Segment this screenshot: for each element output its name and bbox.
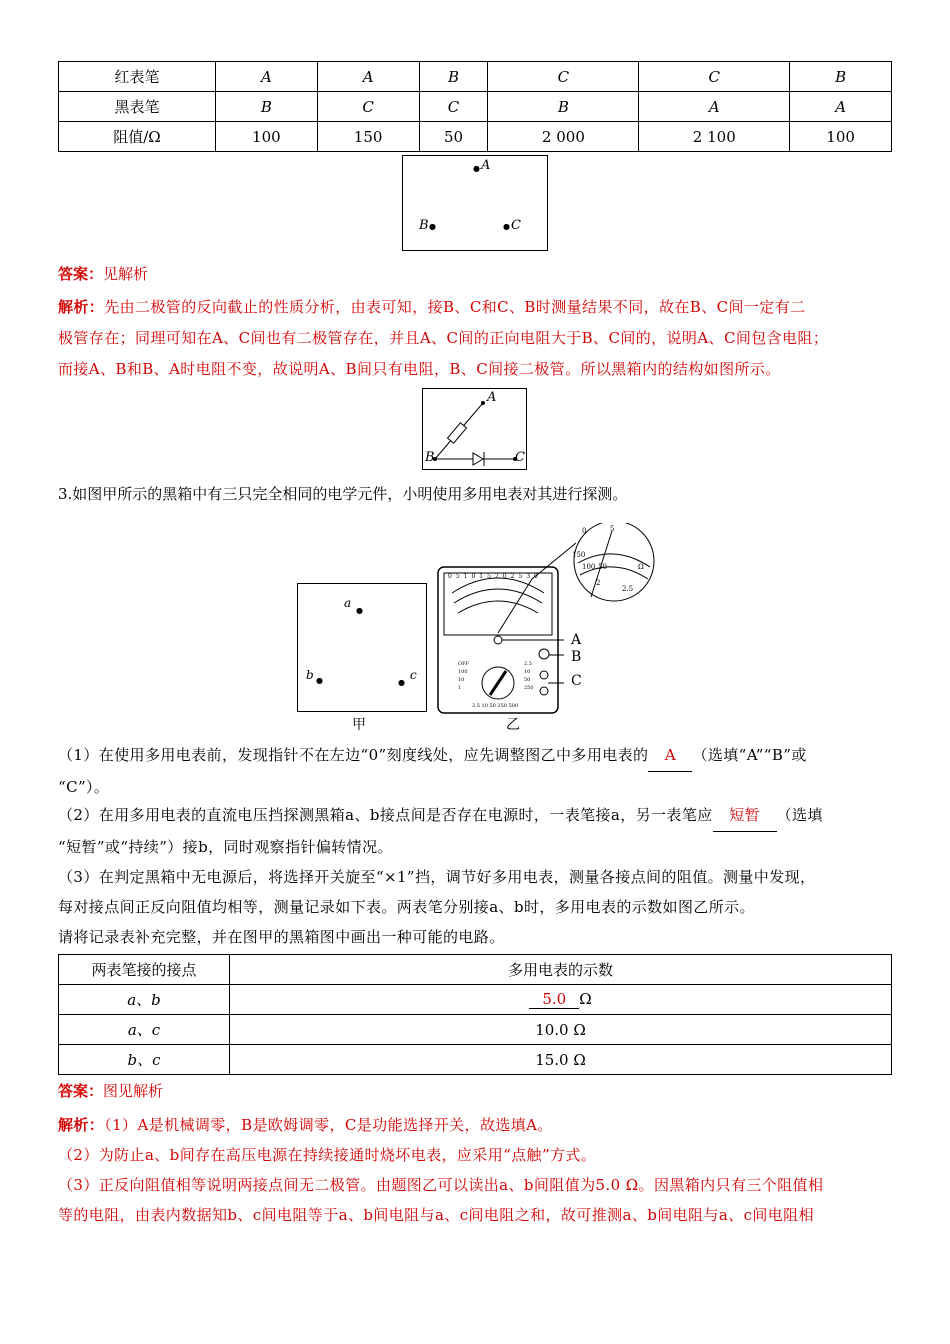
zoom-label: 150: [572, 551, 586, 559]
point-dot: ●: [429, 222, 436, 231]
answer-blank: 5.0: [529, 990, 579, 1009]
zoom-label: 100: [582, 563, 596, 571]
meter-face: [444, 573, 552, 635]
table-row: [59, 122, 892, 152]
zoom-label: 5: [610, 525, 615, 533]
figure-caption-yi: 乙: [506, 717, 520, 733]
terminal: [540, 671, 548, 679]
resistor: [448, 423, 467, 443]
point-label-c: C: [515, 450, 525, 465]
row-label: 黑表笔: [59, 92, 216, 122]
point-dot: ●: [473, 164, 480, 173]
point-dot: ●: [356, 606, 363, 615]
point-label-c: c: [410, 668, 417, 682]
table-cell: 100: [790, 122, 892, 152]
table-cell: C: [419, 92, 488, 122]
multimeter-drawing: [436, 523, 658, 716]
table-cell: B: [790, 62, 892, 92]
answer-text: 见解析: [103, 265, 149, 283]
figure-caption-jia: 甲: [352, 717, 366, 733]
dial-label: 2.5 10 50 250 500: [472, 703, 519, 709]
subquestion-1: [58, 740, 898, 803]
zoom-label: 50: [598, 563, 607, 571]
table-cell: [230, 985, 892, 1015]
point-label-b: b: [306, 668, 314, 682]
table-cell: a、b: [59, 985, 230, 1015]
analysis-block: [58, 292, 898, 385]
table-cell: C: [639, 62, 790, 92]
scale-label: 051015202530: [448, 573, 542, 580]
node-a: [481, 401, 485, 405]
table-cell: A: [790, 92, 892, 122]
table-cell: C: [488, 62, 639, 92]
circuit-diagram: [423, 389, 526, 469]
table-cell: B: [216, 92, 318, 122]
dial-label: 250: [524, 685, 534, 691]
question-stem: 3.如图甲所示的黑箱中有三只完全相同的电学元件，小明使用多用电表对其进行探测。: [58, 485, 628, 503]
point-dot: ●: [398, 678, 405, 687]
label-a: A: [571, 632, 582, 648]
multimeter-figure: [436, 523, 658, 716]
table-cell: 50: [419, 122, 488, 152]
label-c: C: [571, 673, 582, 689]
analysis-text: （1）A是机械调零，B是欧姆调零，C是功能选择开关，故选填A。: [104, 1116, 553, 1134]
point-label-a: A: [481, 158, 491, 173]
resistance-table: [58, 61, 892, 152]
column-header: 两表笔接的接点: [59, 955, 230, 985]
point-label-b: B: [419, 218, 429, 233]
table-cell: C: [317, 92, 419, 122]
question-text: （2）在用多用电表的直流电压挡探测黑箱a、b接点间是否存在电源时，一表笔接a，另一表笔应: [58, 806, 713, 824]
point-label-c: C: [511, 218, 521, 233]
analysis-block: [58, 1110, 898, 1230]
answer-line: [58, 263, 148, 284]
point-label-a: A: [487, 390, 497, 405]
row-label: 红表笔: [59, 62, 216, 92]
table-row: [59, 1015, 892, 1045]
dial-label: OFF: [458, 661, 470, 667]
table-cell: 100: [216, 122, 318, 152]
analysis-label: 解析：: [58, 298, 105, 316]
zoom-label: Ω: [638, 563, 644, 571]
dial-label: 2.5: [524, 661, 532, 667]
zoom-label: 2: [596, 579, 601, 587]
black-box-figure: [402, 155, 548, 251]
measurement-table: [58, 954, 892, 1075]
answer-blank: A: [648, 740, 692, 772]
question-text: 请将记录表补充完整，并在图甲的黑箱图中画出一种可能的电路。: [58, 928, 505, 946]
table-cell: A: [317, 62, 419, 92]
table-cell: B: [419, 62, 488, 92]
table-row: [59, 62, 892, 92]
answer-label: 答案：: [58, 265, 104, 283]
dial-label: 1: [458, 685, 462, 691]
analysis-text: （2）为防止a、b间存在高压电源在持续接通时烧坏电表，应采用“点触”方式。: [58, 1146, 597, 1164]
analysis-text: 先由二极管的反向截止的性质分析，由表可知，接B、C和C、B时测量结果不同，故在B、C间一定有二: [104, 298, 806, 316]
analysis-text: 而接A、B和B、A时电阻不变，故说明A、B间只有电阻，B、C间接二极管。所以黑箱内的结构如图所示。: [58, 360, 781, 378]
row-label: 阻值/Ω: [59, 122, 216, 152]
point-dot: ●: [316, 676, 323, 685]
ohm-adjust-knob: [539, 649, 549, 659]
table-cell: 10.0 Ω: [230, 1015, 892, 1045]
table-cell: 2 000: [488, 122, 639, 152]
circuit-figure: [422, 388, 527, 470]
table-row: [59, 955, 892, 985]
point-dot: ●: [503, 222, 510, 231]
zoom-label: 0: [582, 527, 587, 535]
answer-text: 图见解析: [103, 1082, 164, 1100]
table-cell: a、c: [59, 1015, 230, 1045]
diode: [473, 453, 483, 465]
point-label-b: B: [425, 450, 435, 465]
unit-text: Ω: [579, 990, 592, 1008]
table-row: [59, 1045, 892, 1075]
subquestion-2: [58, 800, 898, 863]
dial-label: 10: [524, 669, 531, 675]
answer-label: 答案：: [58, 1082, 104, 1100]
table-cell: B: [488, 92, 639, 122]
question-text: （1）在使用多用电表前，发现指针不在左边“0”刻度线处，应先调整图乙中多用电表的: [58, 746, 649, 764]
subquestion-3: [58, 862, 898, 952]
dial-label: 50: [524, 677, 531, 683]
question-text: （选填“A”“B”或: [692, 746, 807, 764]
question-text: （3）在判定黑箱中无电源后，将选择开关旋至“×1”挡，调节好多用电表，测量各接点间的阻值。测量中发现，: [58, 868, 816, 886]
table-cell: b、c: [59, 1045, 230, 1075]
zoom-label: 2.5: [622, 585, 634, 593]
terminal: [540, 687, 548, 695]
analysis-label: 解析：: [58, 1116, 105, 1134]
dial-label: 100: [458, 669, 468, 675]
answer-blank: 短暂: [713, 800, 777, 832]
answer-line: [58, 1080, 163, 1101]
analysis-text: （3）正反向阻值相等说明两接点间无二极管。由题图乙可以读出a、b间阻值为5.0 Ω。因黑箱内只有三个阻值相: [58, 1176, 824, 1194]
question-text: （选填: [776, 806, 823, 824]
table-cell: 2 100: [639, 122, 790, 152]
analysis-text: 等的电阻，由表内数据知b、c间电阻等于a、b间电阻与a、c间电阻之和，故可推测a、b间电阻与a、c间电阻相: [58, 1206, 814, 1224]
table-cell: A: [216, 62, 318, 92]
table-cell: 150: [317, 122, 419, 152]
table-row: [59, 92, 892, 122]
analysis-text: 极管存在；同理可知在A、C间也有二极管存在，并且A、C间的正向电阻大于B、C间的，说明A、C间包含电阻；: [58, 329, 829, 347]
point-label-a: a: [344, 596, 352, 610]
black-box-jia: [297, 583, 427, 712]
label-b: B: [571, 649, 582, 665]
table-cell: A: [639, 92, 790, 122]
table-cell: 15.0 Ω: [230, 1045, 892, 1075]
column-header: 多用电表的示数: [230, 955, 892, 985]
question-text: 每对接点间正反向阻值均相等，测量记录如下表。两表笔分别接a、b时，多用电表的示数如图乙所示。: [58, 898, 755, 916]
dial-label: 10: [458, 677, 465, 683]
table-row: [59, 985, 892, 1015]
zero-adjust-screw: [494, 636, 502, 644]
question-text: “C”）。: [58, 778, 110, 796]
question-text: “短暂”或“持续”）接b，同时观察指针偏转情况。: [58, 838, 393, 856]
